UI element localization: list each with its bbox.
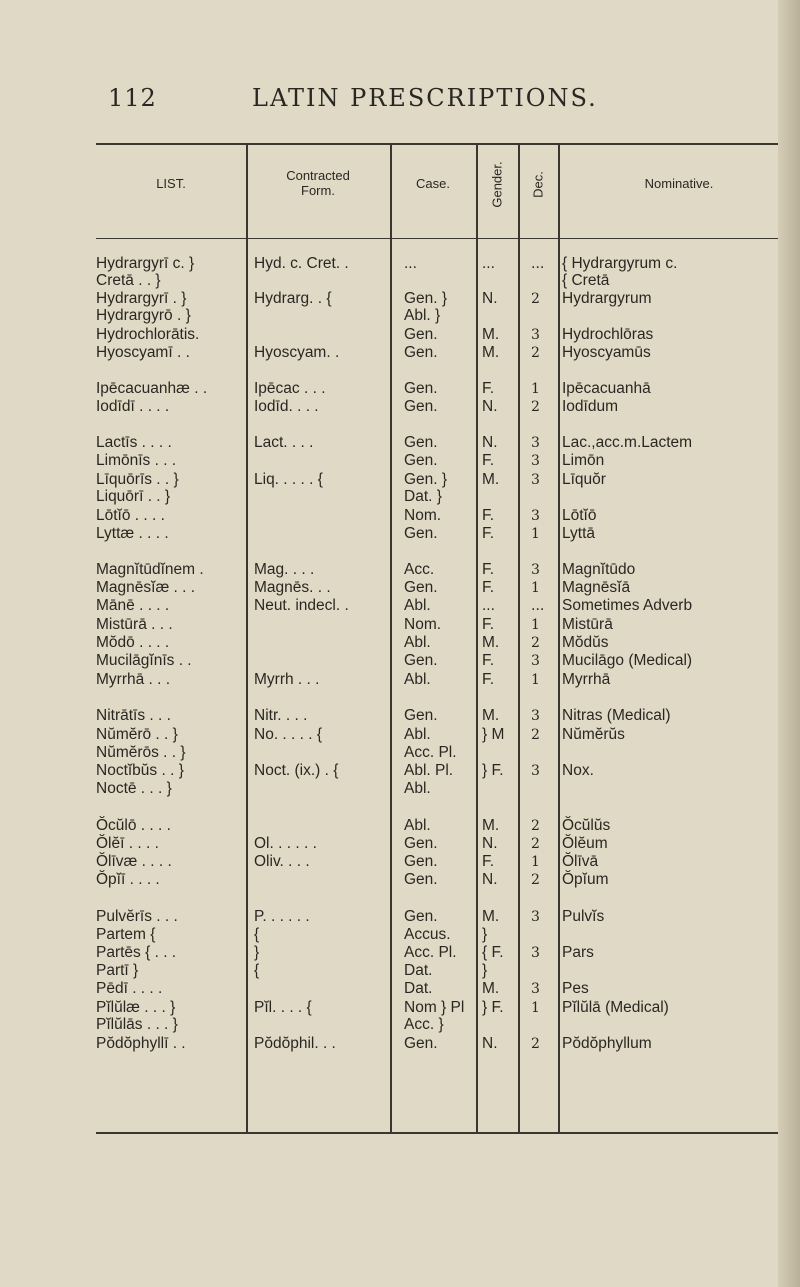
cell-contracted: Hyoscyam. . <box>254 344 340 361</box>
page-header <box>0 84 800 124</box>
cell-case: Gen. <box>404 1035 438 1052</box>
cell-list: Lōtĭō . . . . <box>96 507 165 524</box>
cell-nominative: Pŏdŏphyllum <box>562 1035 652 1052</box>
cell-dec: 2 <box>531 291 540 307</box>
cell-list: Partī } <box>96 962 139 979</box>
cell-dec: 3 <box>531 653 540 669</box>
cell-list: Ŏcŭlō . . . . <box>96 817 171 834</box>
cell-list: Pēdī . . . . <box>96 980 163 997</box>
cell-case: Gen. <box>404 452 438 469</box>
cell-case: Acc. Pl. <box>404 744 457 761</box>
cell-dec: 2 <box>531 345 540 361</box>
cell-case: Acc. } <box>404 1016 444 1033</box>
cell-nominative: Nox. <box>562 762 594 779</box>
cell-dec: 3 <box>531 763 540 779</box>
column-divider <box>518 143 520 1133</box>
cell-list: Mānē . . . . <box>96 597 170 614</box>
cell-gender: M. <box>482 908 500 925</box>
cell-dec: 1 <box>531 1000 540 1016</box>
cell-dec: 2 <box>531 1036 540 1052</box>
cell-gender: F. <box>482 525 495 542</box>
cell-case: Nom } Pl <box>404 999 465 1016</box>
cell-case: Nom. <box>404 616 442 633</box>
cell-gender: N. <box>482 398 498 415</box>
cell-gender: N. <box>482 1035 498 1052</box>
cell-gender: M. <box>482 980 500 997</box>
cell-contracted: Oliv. . . . <box>254 853 310 870</box>
column-header-gender: Gender. <box>489 161 505 208</box>
cell-case: Abl. <box>404 780 431 797</box>
cell-case: Gen. <box>404 835 438 852</box>
cell-case: Abl. <box>404 671 431 688</box>
cell-contracted: Pĭl. . . . { <box>254 999 312 1016</box>
cell-gender: F. <box>482 671 495 688</box>
cell-contracted: Nitr. . . . <box>254 707 308 724</box>
table-top-rule <box>96 143 800 145</box>
cell-nominative: { Hydrargyrum c. <box>562 255 678 272</box>
cell-list: Magnĭtūdĭnem . <box>96 561 204 578</box>
cell-contracted: Noct. (ix.) . { <box>254 762 339 779</box>
cell-list: Partēs { . . . <box>96 944 177 961</box>
cell-list: Hyoscyamī . . <box>96 344 190 361</box>
cell-case: Abl. Pl. <box>404 762 454 779</box>
cell-case: Abl. <box>404 634 431 651</box>
cell-contracted: Magnēs. . . <box>254 579 331 596</box>
cell-list: Mucilāgĭnīs . . <box>96 652 192 669</box>
cell-case: Gen. <box>404 871 438 888</box>
cell-case: Gen. <box>404 398 438 415</box>
cell-case: Gen. <box>404 326 438 343</box>
cell-list: Myrrhā . . . <box>96 671 171 688</box>
cell-nominative: Mistūrā <box>562 616 613 633</box>
cell-list: Pĭlŭlæ . . . } <box>96 999 176 1016</box>
cell-list: Pulvĕrīs . . . <box>96 908 178 925</box>
cell-list: Hydrargyrō . } <box>96 307 191 324</box>
column-header-nominative: Nominative. <box>644 176 714 191</box>
cell-gender: N. <box>482 835 498 852</box>
page-number: 112 <box>108 84 157 112</box>
cell-gender: F. <box>482 579 495 596</box>
cell-contracted: Neut. indecl. . <box>254 597 349 614</box>
cell-case: Abl. <box>404 817 431 834</box>
cell-case: Gen. <box>404 579 438 596</box>
column-header-dec: Dec. <box>530 171 546 198</box>
cell-nominative: Pĭlŭlā (Medical) <box>562 999 669 1016</box>
cell-list: Lyttæ . . . . <box>96 525 169 542</box>
table-bottom-rule <box>96 1132 800 1134</box>
cell-list: Ŏlĕī . . . . <box>96 835 159 852</box>
cell-dec: 3 <box>531 562 540 578</box>
cell-list: Noctĭbŭs . . } <box>96 762 184 779</box>
cell-list: Ŏpĭī . . . . <box>96 871 160 888</box>
cell-case: Acc. <box>404 561 435 578</box>
cell-gender: M. <box>482 471 500 488</box>
cell-dec: 2 <box>531 872 540 888</box>
cell-nominative: Līquŏr <box>562 471 606 488</box>
column-header-case: Case. <box>416 176 450 191</box>
cell-list: Magnēsĭæ . . . <box>96 579 196 596</box>
cell-nominative: Pulvĭs <box>562 908 605 925</box>
cell-case: ... <box>404 255 417 272</box>
cell-contracted: Liq. . . . . { <box>254 471 323 488</box>
cell-case: Gen. <box>404 908 438 925</box>
cell-gender: } F. <box>482 762 504 779</box>
cell-contracted: Ipēcac . . . <box>254 380 326 397</box>
cell-contracted: Myrrh . . . <box>254 671 320 688</box>
cell-gender: { F. <box>482 944 504 961</box>
cell-case: Dat. } <box>404 488 442 505</box>
cell-nominative: Hydrochlōras <box>562 326 654 343</box>
cell-gender: F. <box>482 853 495 870</box>
cell-gender: F. <box>482 561 495 578</box>
cell-nominative: Pars <box>562 944 594 961</box>
column-divider <box>390 143 392 1133</box>
cell-list: Pŏdŏphyllī . . <box>96 1035 186 1052</box>
cell-dec: 1 <box>531 854 540 870</box>
cell-contracted: Ol. . . . . . <box>254 835 317 852</box>
column-header-contracted <box>246 168 390 198</box>
running-title: LATIN PRESCRIPTIONS. <box>252 84 598 112</box>
cell-list: Hydrargyrī c. } <box>96 255 195 272</box>
column-header-contracted-line1: Contracted <box>286 168 350 183</box>
cell-gender: N. <box>482 434 498 451</box>
column-header-list: LIST. <box>156 176 186 191</box>
cell-nominative: Magnĭtūdo <box>562 561 636 578</box>
cell-nominative: Lyttā <box>562 525 596 542</box>
cell-case: Gen. <box>404 434 438 451</box>
cell-contracted: Lact. . . . <box>254 434 314 451</box>
cell-gender: M. <box>482 817 500 834</box>
cell-list: Noctē . . . } <box>96 780 172 797</box>
cell-gender: } <box>482 926 488 943</box>
cell-nominative: Hydrargyrum <box>562 290 652 307</box>
cell-dec: 2 <box>531 635 540 651</box>
cell-list: Mistūrā . . . <box>96 616 173 633</box>
cell-contracted: { <box>254 962 260 979</box>
cell-contracted: Hyd. c. Cret. . <box>254 255 349 272</box>
cell-list: Nŭmĕrōs . . } <box>96 744 186 761</box>
cell-dec: 3 <box>531 981 540 997</box>
cell-nominative: Pes <box>562 980 589 997</box>
cell-nominative: Ipēcacuanhā <box>562 380 651 397</box>
cell-dec: ... <box>531 598 545 614</box>
cell-contracted: P. . . . . . <box>254 908 310 925</box>
cell-list: Ŏlīvæ . . . . <box>96 853 172 870</box>
cell-gender: F. <box>482 616 495 633</box>
cell-gender: M. <box>482 707 500 724</box>
cell-case: Gen. <box>404 380 438 397</box>
cell-case: Accus. <box>404 926 451 943</box>
cell-dec: 3 <box>531 508 540 524</box>
cell-case: Abl. <box>404 597 431 614</box>
cell-list: Partem { <box>96 926 156 943</box>
cell-dec: 1 <box>531 381 540 397</box>
cell-list: Cretā . . } <box>96 272 161 289</box>
cell-gender: F. <box>482 452 495 469</box>
cell-gender: M. <box>482 634 500 651</box>
cell-nominative: Mŏdŭs <box>562 634 609 651</box>
cell-case: Gen. <box>404 525 438 542</box>
cell-dec: 3 <box>531 435 540 451</box>
cell-case: Gen. } <box>404 290 448 307</box>
cell-dec: 3 <box>531 453 540 469</box>
page-edge-shadow <box>778 0 800 1287</box>
cell-nominative: Nitras (Medical) <box>562 707 671 724</box>
cell-contracted: Mag. . . . <box>254 561 315 578</box>
cell-nominative: Lōtĭō <box>562 507 597 524</box>
cell-case: Abl. <box>404 726 431 743</box>
cell-nominative: Hyoscyamūs <box>562 344 651 361</box>
cell-dec: 3 <box>531 909 540 925</box>
cell-gender: ... <box>482 597 495 614</box>
cell-dec: 3 <box>531 472 540 488</box>
cell-nominative: { Cretā <box>562 272 610 289</box>
cell-dec: 1 <box>531 617 540 633</box>
cell-dec: 3 <box>531 327 540 343</box>
cell-gender: N. <box>482 290 498 307</box>
cell-dec: 3 <box>531 708 540 724</box>
cell-gender: F. <box>482 652 495 669</box>
cell-gender: ... <box>482 255 495 272</box>
cell-nominative: Lac.,acc.m.Lactem <box>562 434 693 451</box>
cell-list: Nŭmĕrō . . } <box>96 726 178 743</box>
cell-dec: ... <box>531 256 545 272</box>
column-divider <box>246 143 248 1133</box>
cell-dec: 2 <box>531 818 540 834</box>
cell-list: Liquōrī . . } <box>96 488 171 505</box>
cell-contracted: } <box>254 944 260 961</box>
cell-nominative: Nŭmĕrŭs <box>562 726 625 743</box>
cell-list: Iodīdī . . . . <box>96 398 170 415</box>
cell-nominative: Ŏcŭlŭs <box>562 817 611 834</box>
cell-nominative: Mucilāgo (Medical) <box>562 652 693 669</box>
cell-case: Dat. <box>404 962 433 979</box>
column-divider <box>476 143 478 1133</box>
cell-list: Mŏdō . . . . <box>96 634 170 651</box>
cell-gender: } M <box>482 726 505 743</box>
cell-list: Hydrochlorātis. <box>96 326 200 343</box>
cell-case: Gen. <box>404 344 438 361</box>
cell-contracted: No. . . . . { <box>254 726 323 743</box>
cell-nominative: Magnēsĭā <box>562 579 631 596</box>
cell-case: Acc. Pl. <box>404 944 457 961</box>
cell-nominative: Iodīdum <box>562 398 619 415</box>
cell-contracted: Hydrarg. . { <box>254 290 332 307</box>
cell-list: Nitrātīs . . . <box>96 707 171 724</box>
cell-list: Hydrargyrī . } <box>96 290 187 307</box>
column-divider <box>558 143 560 1133</box>
cell-gender: N. <box>482 871 498 888</box>
cell-gender: } <box>482 962 488 979</box>
cell-list: Limōnīs . . . <box>96 452 177 469</box>
cell-case: Gen. <box>404 853 438 870</box>
cell-dec: 3 <box>531 945 540 961</box>
cell-contracted: Pŏdŏphil. . . <box>254 1035 336 1052</box>
cell-contracted: { <box>254 926 260 943</box>
cell-case: Gen. <box>404 707 438 724</box>
cell-dec: 2 <box>531 836 540 852</box>
cell-dec: 1 <box>531 526 540 542</box>
cell-gender: M. <box>482 326 500 343</box>
cell-dec: 2 <box>531 727 540 743</box>
cell-nominative: Myrrhā <box>562 671 611 688</box>
cell-nominative: Ŏlīvā <box>562 853 599 870</box>
table-header-rule <box>96 238 800 239</box>
cell-gender: F. <box>482 380 495 397</box>
cell-list: Pĭlŭlās . . . } <box>96 1016 178 1033</box>
cell-nominative: Ŏlĕum <box>562 835 608 852</box>
cell-gender: } F. <box>482 999 504 1016</box>
cell-case: Abl. } <box>404 307 441 324</box>
cell-nominative: Ŏpĭum <box>562 871 609 888</box>
cell-gender: M. <box>482 344 500 361</box>
cell-dec: 2 <box>531 399 540 415</box>
cell-case: Nom. <box>404 507 442 524</box>
cell-list: Lactīs . . . . <box>96 434 172 451</box>
cell-contracted: Iodīd. . . . <box>254 398 319 415</box>
cell-nominative: Limōn <box>562 452 605 469</box>
cell-case: Gen. <box>404 652 438 669</box>
cell-dec: 1 <box>531 580 540 596</box>
cell-case: Gen. } <box>404 471 448 488</box>
cell-list: Ipēcacuanhæ . . <box>96 380 208 397</box>
cell-case: Dat. <box>404 980 433 997</box>
cell-dec: 1 <box>531 672 540 688</box>
cell-gender: F. <box>482 507 495 524</box>
cell-nominative: Sometimes Adverb <box>562 597 693 614</box>
column-header-contracted-line2: Form. <box>301 183 335 198</box>
cell-list: Līquōrīs . . } <box>96 471 179 488</box>
